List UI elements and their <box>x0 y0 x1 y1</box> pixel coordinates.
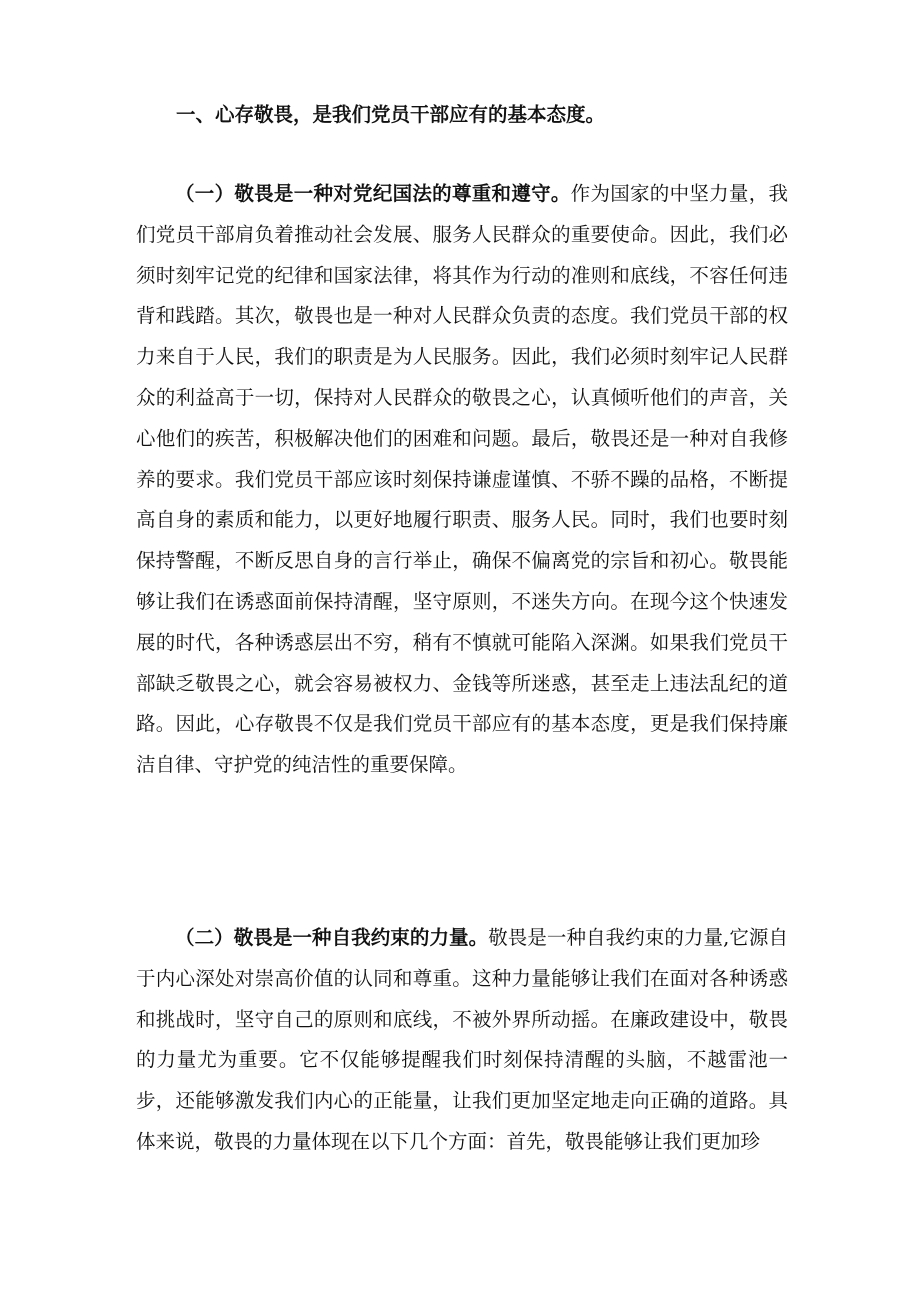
section-heading: 一、心存敬畏，是我们党员干部应有的基本态度。 <box>176 103 606 126</box>
paragraph-2-lead: （二）敬畏是一种自我约束的力量。 <box>175 926 489 949</box>
paragraph-1 <box>136 174 788 786</box>
paragraph-1-body: 作为国家的中坚力量，我们党员干部肩负着推动社会发展、服务人民群众的重要使命。因此，我们必须时刻牢记党的纪律和国家法律，将其作为行动的准则和底线，不容任何违背和践踏。其次，敬畏也是一种对人民群众负责的态度。我们党员干部的权力来自于人民，我们的职责是为人民服务。因此，我们必须时刻牢记人民群众的利益高于一切，保持对人民群众的敬畏之心，认真倾听他们的声音，关心他们的疾苦，积极解决他们的困难和问题。最后，敬畏还是一种对自我修养的要求。我们党员干部应该时刻保持谦虚谨慎、不骄不躁的品格，不断提高自身的素质和能力，以更好地履行职责、服务人民。同时，我们也要时刻保持警醒，不断反思自身的言行举止，确保不偏离党的宗旨和初心。敬畏能够让我们在诱惑面前保持清醒，坚守原则，不迷失方向。在现今这个快速发展的时代，各种诱惑层出不穷，稍有不慎就可能陷入深渊。如果我们党员干部缺乏敬畏之心，就会容易被权力、金钱等所迷惑，甚至走上违法乱纪的道路。因此，心存敬畏不仅是我们党员干部应有的基本态度，更是我们保持廉洁自律、守护党的纯洁性的重要保障。 <box>136 182 788 777</box>
paragraph-2-body: 敬畏是一种自我约束的力量,它源自于内心深处对崇高价值的认同和尊重。这种力量能够让我们在面对各种诱惑和挑战时，坚守自己的原则和底线，不被外界所动摇。在廉政建设中，敬畏的力量尤为重要。它不仅能够提醒我们时刻保持清醒的头脑，不越雷池一步，还能够激发我们内心的正能量，让我们更加坚定地走向正确的道路。具体来说，敬畏的力量体现在以下几个方面：首先，敬畏能够让我们更加珍 <box>136 926 788 1153</box>
paragraph-2 <box>136 918 788 1163</box>
paragraph-1-lead: （一）敬畏是一种对党纪国法的尊重和遵守。 <box>175 182 571 205</box>
